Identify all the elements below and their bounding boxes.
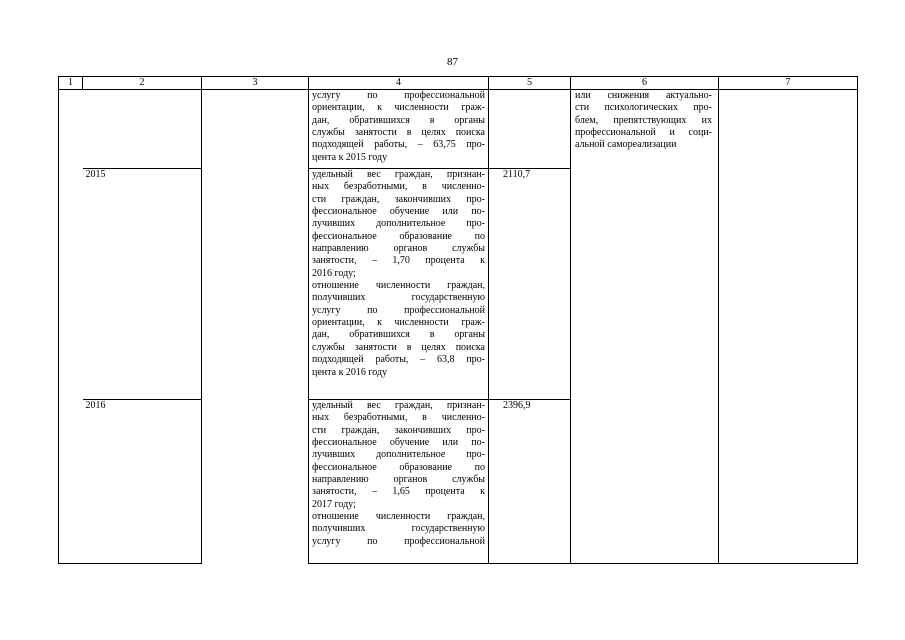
data-table (58, 76, 858, 564)
text-line: отношение численности граждан, (312, 511, 485, 523)
text-line: услугу по профессиональной (312, 304, 485, 316)
text-line: занятости, – 1,65 процента к (312, 486, 485, 498)
column-header: 6 (571, 77, 719, 90)
result-cell (571, 90, 719, 564)
text-line: подходящей работы, – 63,75 про- (312, 139, 485, 151)
text-line: получивших государственную (312, 292, 485, 304)
text-line: службы занятости в целях поиска (312, 341, 485, 353)
text-line: ориентации, к численности граж- (312, 102, 485, 114)
col1-cell (59, 90, 83, 564)
text-line: отношение численности граждан, (312, 280, 485, 292)
text-line: удельный вес граждан, признан- (312, 400, 485, 411)
column-header: 3 (202, 77, 309, 90)
indicator-cell (309, 90, 489, 169)
column-header: 7 (719, 77, 858, 90)
text-line: лучивших дополнительное про- (312, 449, 485, 461)
text-line: альной самореализации (575, 139, 677, 151)
text-line: блем, препятствующих их (575, 114, 712, 126)
text-line: ных безработными, в численно- (312, 181, 485, 193)
text-line: или снижения актуально- (575, 90, 712, 101)
text-line: подходящей работы, – 63,8 про- (312, 354, 485, 366)
text-line: цента к 2016 году (312, 366, 388, 378)
year-cell (83, 90, 202, 169)
table-header-row (59, 77, 858, 90)
text-line: услугу по профессиональной (312, 90, 485, 101)
text-line: ориентации, к численности граж- (312, 317, 485, 329)
col3-cell (202, 90, 309, 564)
column-header: 4 (309, 77, 489, 90)
text-line: фессиональное образование по (312, 230, 485, 242)
text-line: услугу по профессиональной (312, 535, 485, 547)
value-cell: 2396,9 (489, 400, 571, 564)
text-line: службы занятости в целях поиска (312, 127, 485, 139)
text-line: дан, обратившихся в органы (312, 114, 485, 126)
value-cell (489, 90, 571, 169)
text-line: сти психологических про- (575, 102, 712, 114)
text-line: занятости, – 1,70 процента к (312, 255, 485, 267)
col7-cell (719, 90, 858, 564)
page-number: 87 (447, 56, 458, 68)
text-line: лучивших дополнительное про- (312, 218, 485, 230)
text-line: сти граждан, закончивших про- (312, 193, 485, 205)
text-line: сти граждан, закончивших про- (312, 424, 485, 436)
text-line: направлению органов службы (312, 243, 485, 255)
text-line: удельный вес граждан, признан- (312, 169, 485, 180)
indicator-cell (309, 169, 489, 400)
text-line: получивших государственную (312, 523, 485, 535)
text-line: 2016 году; (312, 267, 356, 279)
column-header: 2 (83, 77, 202, 90)
text-line: фессиональное обучение или по- (312, 437, 485, 449)
text-line: фессиональное образование по (312, 461, 485, 473)
column-header: 5 (489, 77, 571, 90)
text-line: профессиональной и соци- (575, 127, 712, 139)
text-line: цента к 2015 году (312, 151, 388, 163)
text-line: дан, обратившихся в органы (312, 329, 485, 341)
text-line: направлению органов службы (312, 474, 485, 486)
value-cell: 2110,7 (489, 169, 571, 400)
text-line: 2017 году; (312, 498, 356, 510)
column-header: 1 (59, 77, 83, 90)
table-row (59, 90, 858, 169)
text-line: ных безработными, в численно- (312, 412, 485, 424)
text-line: фессиональное обучение или по- (312, 206, 485, 218)
indicator-cell (309, 400, 489, 564)
year-cell: 2016 (83, 400, 202, 564)
year-cell: 2015 (83, 169, 202, 400)
